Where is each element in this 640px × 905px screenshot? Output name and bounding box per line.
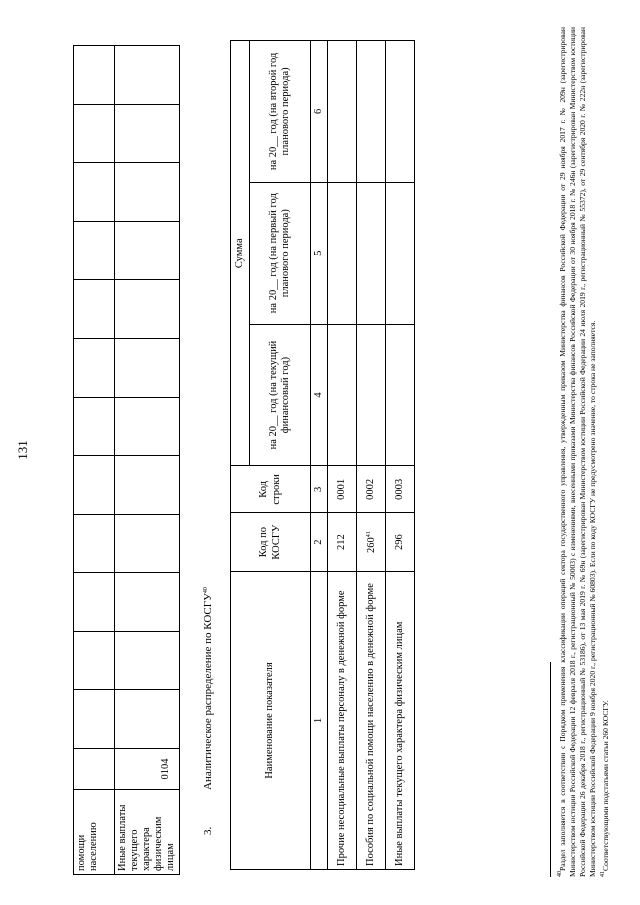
footnote: $^{40}$Раздел заполняется в соответствии с Порядком применения классификации операций сектора государственного управления, утвержденным приказом Министерства финансов Российской Федерации от 29 ноября 2017 г. № 209н (зарегистрирован Министерством юстиции Российской Федерации 12 февраля 2018 г., регистрационный № 50003) с изменениями, внесенными приказами Министерства финансов Российской Федерации от 30 ноября 2018 г. № 246н (зарегистрирован Министерством юстиции Российской Федерации 26 декабря 2018 г., регистрационный № 53186), от 13 мая 2019 г. № 69н (зарегистрирован Министерством юстиции Российской Федерации 24 июля 2019 г., регистрационный № 55372), от 29 сентября 2020 г. № 222н (зарегистрирован Министерством юстиции Российской Федерации 9 ноября 2020 г., регистрационный № 60803). Если по коду КОСГУ не предусмотрено значение, то строка не заполняется. <box>557 27 597 877</box>
row-value <box>328 41 357 183</box>
row-code: 0002 <box>357 466 386 513</box>
index-cell: 3 <box>311 466 328 513</box>
header-kosgu: Код по КОСГУ <box>231 513 311 572</box>
row-value <box>328 182 357 324</box>
row-name: Иные выплаты текущего характера физическим лицам <box>386 571 415 869</box>
footnote-ref: 41 <box>366 531 373 538</box>
section-title: Аналитическое распределение по КОСГУ <box>202 593 214 790</box>
header-second-year: на 20__ год (на второй год планового периода) <box>250 41 311 183</box>
header-row <box>231 41 250 870</box>
row-value <box>328 324 357 466</box>
row-value <box>386 182 415 324</box>
table-row <box>74 46 115 875</box>
footnote-divider <box>550 662 551 877</box>
header-current-year: на 20__ год (на текущий финансовый год) <box>250 324 311 466</box>
row-label: помощи населению <box>74 790 115 875</box>
footnote: $^{41}$Соответствующими подстатьями статьи 260 КОСГУ. <box>600 700 610 877</box>
row-value <box>357 182 386 324</box>
row-name: Прочие несоциальные выплаты персоналу в денежной форме <box>328 571 357 869</box>
row-code: 0001 <box>328 466 357 513</box>
footnotes <box>550 27 611 877</box>
header-row-code: Код строки <box>231 466 311 513</box>
index-cell: 4 <box>311 324 328 466</box>
page-number: 131 <box>15 440 30 460</box>
index-cell: 2 <box>311 513 328 572</box>
row-value <box>386 41 415 183</box>
row-value <box>386 324 415 466</box>
index-cell: 6 <box>311 41 328 183</box>
row-name: Пособия по социальной помощи населению в денежной форме <box>357 571 386 869</box>
header-name: Наименование показателя <box>231 571 311 869</box>
section-heading <box>202 587 214 835</box>
row-kosgu: 212 <box>328 513 357 572</box>
table-row <box>328 41 357 870</box>
table-row <box>386 41 415 870</box>
header-sum: Сумма <box>231 41 250 466</box>
row-code: 0003 <box>386 466 415 513</box>
footnote-ref: 40 <box>203 587 209 594</box>
row-code: 0104 <box>115 749 180 790</box>
index-cell: 1 <box>311 571 328 869</box>
table-row <box>357 41 386 870</box>
row-kosgu: 296 <box>386 513 415 572</box>
row-code <box>74 749 115 790</box>
section-number: 3. <box>202 826 214 835</box>
continued-table <box>73 45 180 875</box>
header-first-year: на 20__ год (на первый год планового периода) <box>250 182 311 324</box>
row-value <box>357 41 386 183</box>
row-label: Иные выплаты текущего характера физическим лицам <box>115 790 180 875</box>
row-value <box>357 324 386 466</box>
index-cell: 5 <box>311 182 328 324</box>
table-row <box>115 46 180 875</box>
row-kosgu: $260^{41}$ <box>357 513 386 572</box>
kosgu-table <box>230 40 415 870</box>
index-row <box>311 41 328 870</box>
